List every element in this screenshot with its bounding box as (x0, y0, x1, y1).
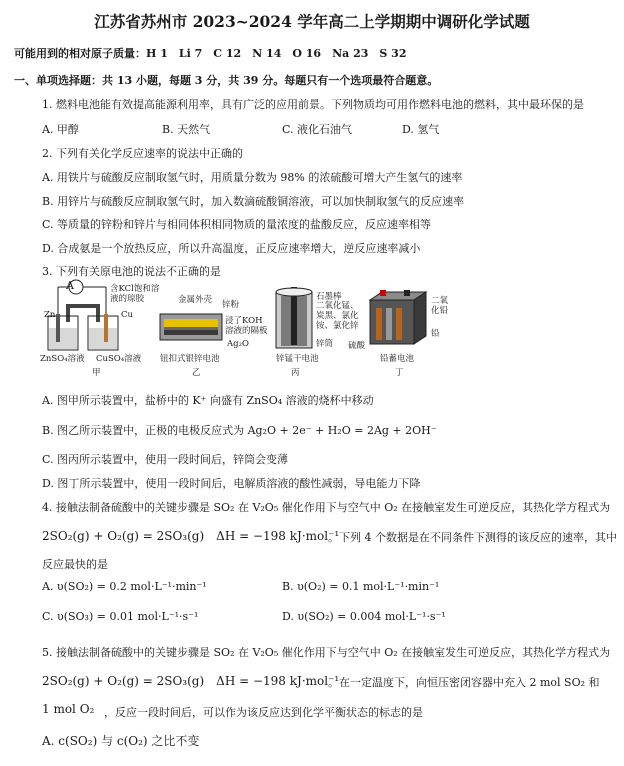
q4-option-a: A. υ(SO₂) = 0.2 mol·L⁻¹·min⁻¹ (42, 580, 207, 593)
bing-can-label: 锌筒 (316, 339, 334, 349)
q5-stem-amount: 1 mol O₂ (42, 702, 95, 716)
figure-yi (156, 306, 226, 346)
atomic-mass-line: 可能用到的相对原子质量：H 1 Li 7 C 12 N 14 O 16 Na 23 S 32 (14, 47, 407, 60)
jia-ammeter-label: A (66, 279, 74, 292)
jia-solution1-label: ZnSO₄溶液 (40, 354, 85, 364)
ding-acid-label: 硫酸 (348, 341, 366, 351)
yi-zinc-label: 锌粉 (222, 300, 240, 310)
jia-saltbridge-label: 含KCl饱和溶液的琼胶 (110, 284, 160, 304)
jia-name: 甲 (92, 368, 101, 378)
yi-ag2o-label: Ag₂O (227, 339, 249, 349)
q4-option-d: D. υ(SO₂) = 0.004 mol·L⁻¹·s⁻¹ (282, 610, 446, 623)
page-title: 江苏省苏州市 2023~2024 学年高二上学期期中调研化学试题 (94, 12, 530, 31)
ding-pbo2-label: 二氧化铅 (431, 296, 449, 316)
yi-name: 乙 (192, 368, 201, 378)
ding-caption: 铅蓄电池 (380, 354, 415, 364)
q2-option-d: D. 合成氨是一个放热反应，所以升高温度，正反应速率增大，逆反应速率减小 (42, 242, 421, 255)
yi-separator-label: 浸了KOH溶液的隔板 (225, 316, 268, 336)
q1-stem: 1. 燃料电池能有效提高能源利用率，具有广泛的应用前景。下列物质均可用作燃料电池的燃料，其中最环保的是 (42, 98, 584, 111)
figure-bing (272, 286, 316, 350)
q4-stem-line1: 4. 接触法制备硫酸中的关键步骤是 SO₂ 在 V₂O₅ 催化作用下与空气中 O₂ 在接触室发生可逆反应，其热化学方程式为 (42, 501, 611, 514)
q5-stem-line1: 5. 接触法制备硫酸中的关键步骤是 SO₂ 在 V₂O₅ 催化作用下与空气中 O₂ 在接触室发生可逆反应，其热化学方程式为 (42, 646, 611, 659)
bing-name: 丙 (291, 368, 300, 378)
q4-stem-line2: 。下列 4 个数据是在不同条件下测得的该反应的速率，其中 (328, 531, 617, 544)
q3-option-c: C. 图丙所示装置中，使用一段时间后，锌筒会变薄 (42, 453, 289, 466)
q5-stem-line2: 。在一定温度下，向恒压密闭容器中充入 2 mol SO₂ 和 (328, 676, 600, 689)
bing-caption: 锌锰干电池 (276, 354, 319, 364)
jia-solution2-label: CuSO₄溶液 (96, 354, 142, 364)
q2-option-b: B. 用锌片与硫酸反应制取氢气时，加入数滴硫酸铜溶液，可以加快制取氢气的反应速率 (42, 195, 465, 208)
q3-stem: 3. 下列有关原电池的说法不正确的是 (42, 265, 221, 278)
bing-paste-label: 二氧化锰、炭黑、氯化铵、氯化锌 (316, 301, 359, 331)
q3-option-b: B. 图乙所示装置中，正极的电极反应式为 Ag₂O + 2e⁻ + H₂O = 2Ag + 2OH⁻ (42, 424, 437, 437)
jia-cu-label: Cu (121, 310, 133, 320)
q3-option-a: A. 图甲所示装置中，盐桥中的 K⁺ 向盛有 ZnSO₄ 溶液的烧杯中移动 (42, 394, 374, 407)
q2-stem: 2. 下列有关化学反应速率的说法中正确的 (42, 147, 243, 160)
figure-ding (364, 290, 430, 348)
q1-option-a: A. 甲醇 (42, 123, 79, 136)
q5-option-a: A. c(SO₂) 与 c(O₂) 之比不变 (42, 734, 200, 748)
q5-equation: 2SO₂(g) + O₂(g) = 2SO₃(g) ΔH = −198 kJ·mol⁻¹ (42, 674, 340, 688)
q4-equation: 2SO₂(g) + O₂(g) = 2SO₃(g) ΔH = −198 kJ·mol⁻¹ (42, 529, 340, 543)
jia-zn-label: Zn (44, 310, 56, 320)
q4-stem-line3: 反应最快的是 (42, 558, 108, 571)
ding-name: 丁 (395, 368, 404, 378)
q2-option-a: A. 用铁片与硫酸反应制取氢气时，用质量分数为 98% 的浓硫酸可增大产生氢气的速率 (42, 171, 463, 184)
q4-option-c: C. υ(SO₃) = 0.01 mol·L⁻¹·s⁻¹ (42, 610, 199, 623)
q2-option-c: C. 等质量的锌粉和锌片与相同体积相同物质的量浓度的盐酸反应，反应速率相等 (42, 218, 432, 231)
q5-stem-line3: ，反应一段时间后，可以作为该反应达到化学平衡状态的标志的是 (104, 706, 423, 719)
q1-option-d: D. 氢气 (402, 123, 440, 136)
section-heading: 一、单项选择题：共 13 小题，每题 3 分，共 39 分。每题只有一个选项最符合题意。 (14, 74, 439, 87)
q1-option-b: B. 天然气 (162, 123, 211, 136)
yi-caption: 钮扣式银锌电池 (160, 354, 220, 364)
bing-rod-label: 石墨棒 (316, 292, 342, 302)
q4-option-b: B. υ(O₂) = 0.1 mol·L⁻¹·min⁻¹ (282, 580, 440, 593)
q1-option-c: C. 液化石油气 (282, 123, 353, 136)
ding-pb-label: 铅 (431, 329, 440, 339)
yi-shell-label: 金属外壳 (178, 295, 213, 305)
q3-option-d: D. 图丁所示装置中，使用一段时间后，电解质溶液的酸性减弱，导电能力下降 (42, 477, 421, 490)
